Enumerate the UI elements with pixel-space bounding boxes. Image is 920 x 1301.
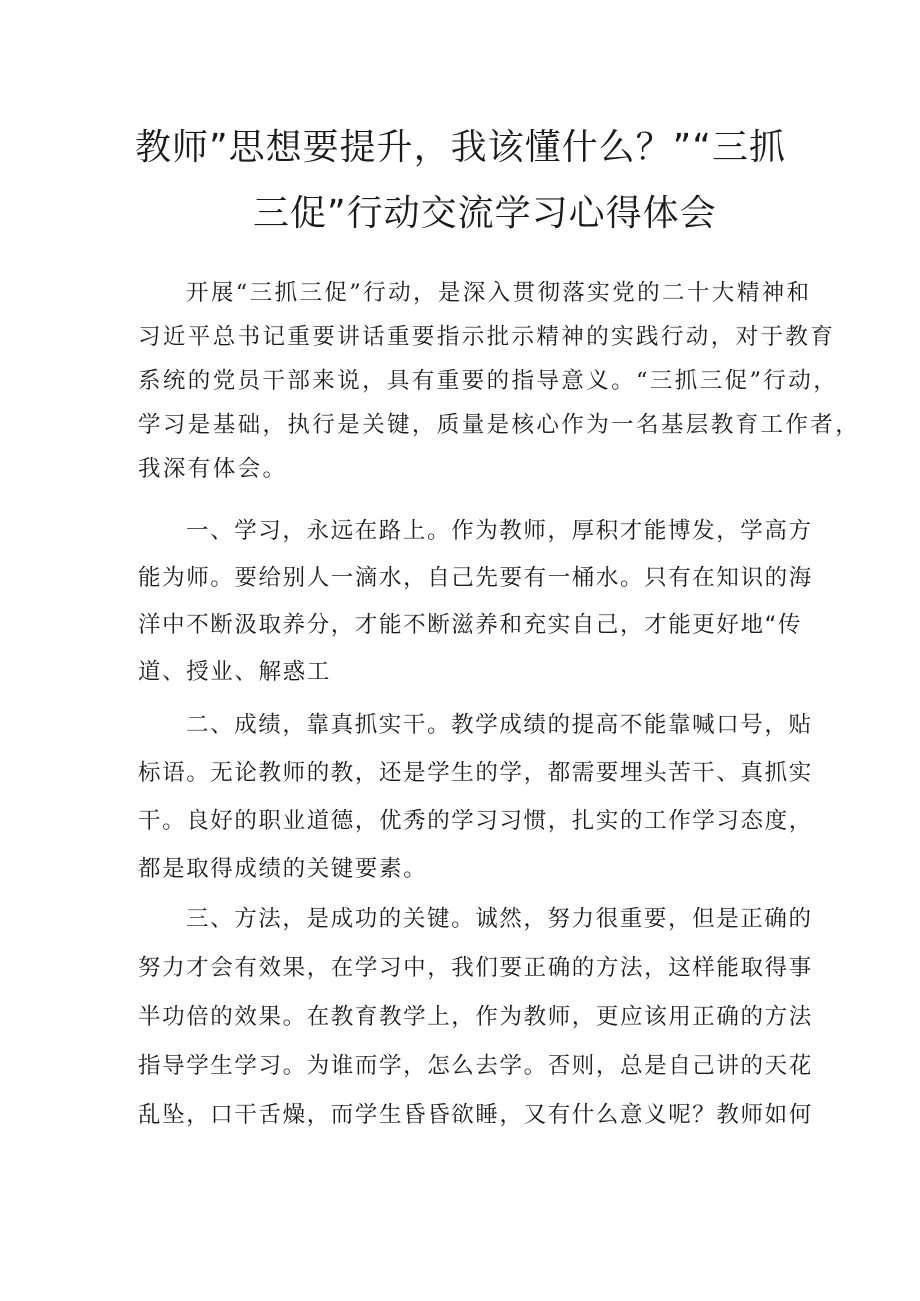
section-1-line: 洋中不断汲取养分，才能不断滋养和充实自己，才能更好地“传 [138, 612, 802, 638]
section-3-line: 三、方法，是成功的关键。诚然，努力很重要，但是正确的 [186, 906, 813, 932]
section-1-line: 道、授业、解惑工 [138, 659, 331, 685]
intro-line: 学习是基础，执行是关键，质量是核心作为一名基层教育工作者， [138, 412, 861, 438]
section-3-line: 半功倍的效果。在教育教学上，作为教师，更应该用正确的方法 [138, 1004, 813, 1030]
document-title-line-2: 三促”行动交流学习心得体会 [253, 193, 717, 234]
document-title-line-1: 教师”思想要提升，我该懂什么？”“三抓 [135, 127, 786, 168]
intro-line: 习近平总书记重要讲话重要指示批示精神的实践行动，对于教育 [138, 324, 836, 350]
section-3-line: 努力才会有效果，在学习中，我们要正确的方法，这样能取得事 [138, 955, 813, 981]
intro-line: 我深有体会。 [138, 456, 288, 482]
section-2-line: 二、成绩，靠真抓实干。教学成绩的提高不能靠喊口号，贴 [186, 712, 813, 738]
intro-line: 开展“三抓三促”行动，是深入贯彻落实党的二十大精神和 [186, 280, 812, 306]
section-2-line: 干。良好的职业道德，优秀的学习习惯，扎实的工作学习态度， [138, 808, 813, 834]
section-3-line: 指导学生学习。为谁而学，怎么去学。否则，总是自己讲的天花 [138, 1053, 813, 1079]
section-2-line: 标语。无论教师的教，还是学生的学，都需要埋头苦干、真抓实 [138, 760, 813, 786]
section-1-line: 能为师。要给别人一滴水，自己先要有一桶水。只有在知识的海 [138, 565, 813, 591]
section-1-line: 一、学习，永远在路上。作为教师，厚积才能博发，学高方 [186, 518, 813, 544]
section-3-line: 乱坠，口干舌燥，而学生昏昏欲睡，又有什么意义呢？教师如何 [138, 1102, 813, 1128]
intro-line: 系统的党员干部来说，具有重要的指导意义。“三抓三促”行动， [138, 368, 839, 394]
section-2-line: 都是取得成绩的关键要素。 [138, 856, 428, 882]
